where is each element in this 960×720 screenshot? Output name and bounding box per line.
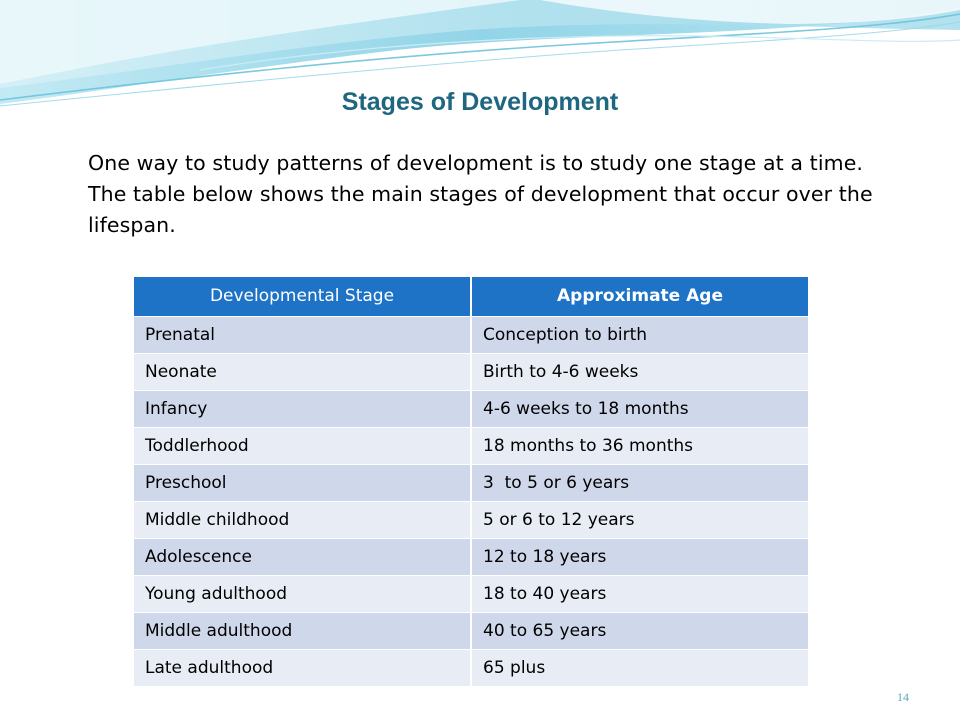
- age-cell: 5 or 6 to 12 years: [471, 501, 809, 538]
- table-row: [134, 501, 809, 538]
- stage-cell: Prenatal: [134, 316, 471, 353]
- table-row: [134, 575, 809, 612]
- age-cell: 18 to 40 years: [471, 575, 809, 612]
- age-cell: 18 months to 36 months: [471, 427, 809, 464]
- age-cell: 12 to 18 years: [471, 538, 809, 575]
- table-row: [134, 390, 809, 427]
- table-row: [134, 464, 809, 501]
- page-title: Stages of Development: [341, 88, 619, 116]
- age-cell: 65 plus: [471, 649, 809, 686]
- intro-paragraph: One way to study patterns of development is to study one stage at a time. The table below shows the main stages of development that occur over the lifespan.: [88, 151, 873, 237]
- age-cell: 40 to 65 years: [471, 612, 809, 649]
- table-row: [134, 538, 809, 575]
- age-cell: 4-6 weeks to 18 months: [471, 390, 809, 427]
- stage-cell: Adolescence: [134, 538, 471, 575]
- header-developmental-stage: Developmental Stage: [134, 277, 471, 316]
- table-row: [134, 353, 809, 390]
- stage-cell: Middle childhood: [134, 501, 471, 538]
- header-approximate-age: Approximate Age: [471, 277, 809, 316]
- stage-cell: Toddlerhood: [134, 427, 471, 464]
- table-header-row: [134, 277, 809, 316]
- development-stages-table: [134, 277, 810, 687]
- age-cell: Birth to 4-6 weeks: [471, 353, 809, 390]
- stage-cell: Neonate: [134, 353, 471, 390]
- table-row: [134, 612, 809, 649]
- stage-cell: Young adulthood: [134, 575, 471, 612]
- stage-cell: Preschool: [134, 464, 471, 501]
- stage-cell: Late adulthood: [134, 649, 471, 686]
- table-row: [134, 316, 809, 353]
- age-cell: Conception to birth: [471, 316, 809, 353]
- page-number: 14: [897, 690, 909, 704]
- stage-cell: Middle adulthood: [134, 612, 471, 649]
- stage-cell: Infancy: [134, 390, 471, 427]
- table-row: [134, 427, 809, 464]
- age-cell: 3 to 5 or 6 years: [471, 464, 809, 501]
- table-row: [134, 649, 809, 686]
